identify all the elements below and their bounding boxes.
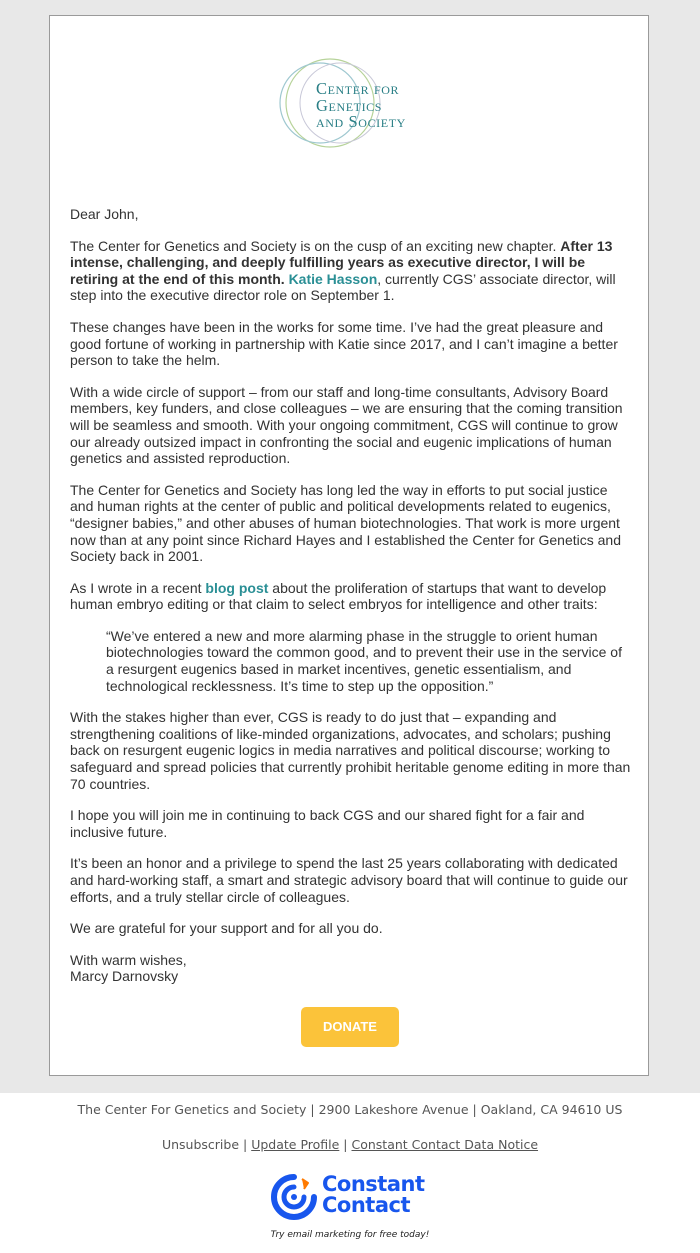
data-notice-link[interactable]: Constant Contact Data Notice <box>351 1137 539 1152</box>
logo-line-2: Genetics <box>316 95 383 115</box>
p5-end: about the proliferation of startups that want to develop human embryo editing or that claim to select embryos for intelligence and other traits: <box>70 579 607 613</box>
constant-contact-wordmark <box>322 1174 425 1216</box>
footer <box>0 1093 700 1253</box>
logo-text <box>316 81 406 131</box>
paragraph-8: It’s been an honor and a privilege to spend the last 25 years collaborating with dedicated and hard-working staff, a smart and strategic advisory board that will continue to guide our efforts, and a truly stellar circle of colleagues. <box>70 855 628 905</box>
logo-line-3: and Society <box>316 112 406 131</box>
cgs-logo[interactable] <box>272 56 442 148</box>
paragraph-2: These changes have been in the works for some time. I’ve had the great pleasure and good fortune of working in partnership with Katie since 2017, and I can’t imagine a better person to take the helm. <box>70 318 618 369</box>
signoff <box>70 952 632 985</box>
constant-contact-logo[interactable] <box>270 1173 435 1223</box>
closing: With warm wishes, <box>70 951 187 968</box>
quote: “We’ve entered a new and more alarming phase in the struggle to orient human biotechnologies toward the common good, and to prevent their use in the service of a resurgent eugenics based in market incentives, genetic essentialism, and technological recklessness. It’s time to step up the opposition.” <box>106 627 622 694</box>
paragraph-9: We are grateful for your support and for all you do. <box>70 920 383 937</box>
brand-line-2: Contact <box>322 1193 410 1217</box>
email-card <box>49 15 649 1076</box>
unsubscribe-link[interactable]: Unsubscribe <box>161 1137 240 1152</box>
p1-bold: After 13 intense, challenging, and deeply fulfilling years as executive director, I will be retiring at the end of this month. <box>70 237 613 287</box>
katie-hasson-link[interactable]: Katie Hasson <box>288 270 378 287</box>
paragraph-7: I hope you will join me in continuing to back CGS and our shared fight for a fair and inclusive future. <box>70 807 585 840</box>
footer-links <box>0 1137 700 1152</box>
paragraph-1 <box>70 238 632 304</box>
paragraph-3: With a wide circle of support – from our staff and long-time consultants, Advisory Board members, key funders, and close colleagues – we are ensuring that the coming transition will be seamless and smooth. With your ongoing commitment, CGS will continue to grow our already outsized impact in confronting the social and eugenic implications of human genetics and assisted reproduction. <box>70 383 623 467</box>
donate-button[interactable]: DONATE <box>301 1007 399 1047</box>
signature: Marcy Darnovsky <box>70 968 179 985</box>
paragraph-6: With the stakes higher than ever, CGS is ready to do just that – expanding and strengthening coalitions of like-minded organizations, advocates, and scholars; pushing back on resurgent eugenic logics in media narratives and political discourse; working to safeguard and spread policies that currently prohibit heritable genome editing in more than 70 countries. <box>70 709 631 792</box>
paragraph-4: The Center for Genetics and Society has long led the way in efforts to put social justice and human rights at the center of public and political developments related to eugenics, “designer babies,” and other abuses of human biotechnologies. That work is more urgent now than at any point since Richard Hayes and I established the Center for Genetics and Society back in 2001. <box>70 481 621 565</box>
letter-body <box>70 206 632 985</box>
logo-line-1: Center for <box>316 79 400 98</box>
greeting: Dear John, <box>70 206 139 222</box>
p1-intro: The Center for Genetics and Society is on the cusp of an exciting new chapter. <box>70 237 561 254</box>
blog-post-link[interactable]: blog post <box>205 579 269 596</box>
update-profile-link[interactable]: Update Profile <box>251 1137 340 1152</box>
separator-1: | <box>239 1137 252 1152</box>
p1-end: , currently CGS’ associate director, will step into the executive director role on September 1. <box>70 270 616 304</box>
footer-address: The Center For Genetics and Society | 2900 Lakeshore Avenue | Oakland, CA 94610 US <box>77 1102 623 1117</box>
constant-contact-swirl-icon <box>270 1173 318 1221</box>
tagline: Try email marketing for free today! <box>270 1230 430 1240</box>
p5-start: As I wrote in a recent <box>70 579 206 596</box>
separator-2: | <box>339 1137 352 1152</box>
brand-line-1: Constant <box>322 1172 425 1196</box>
paragraph-5 <box>70 580 632 613</box>
